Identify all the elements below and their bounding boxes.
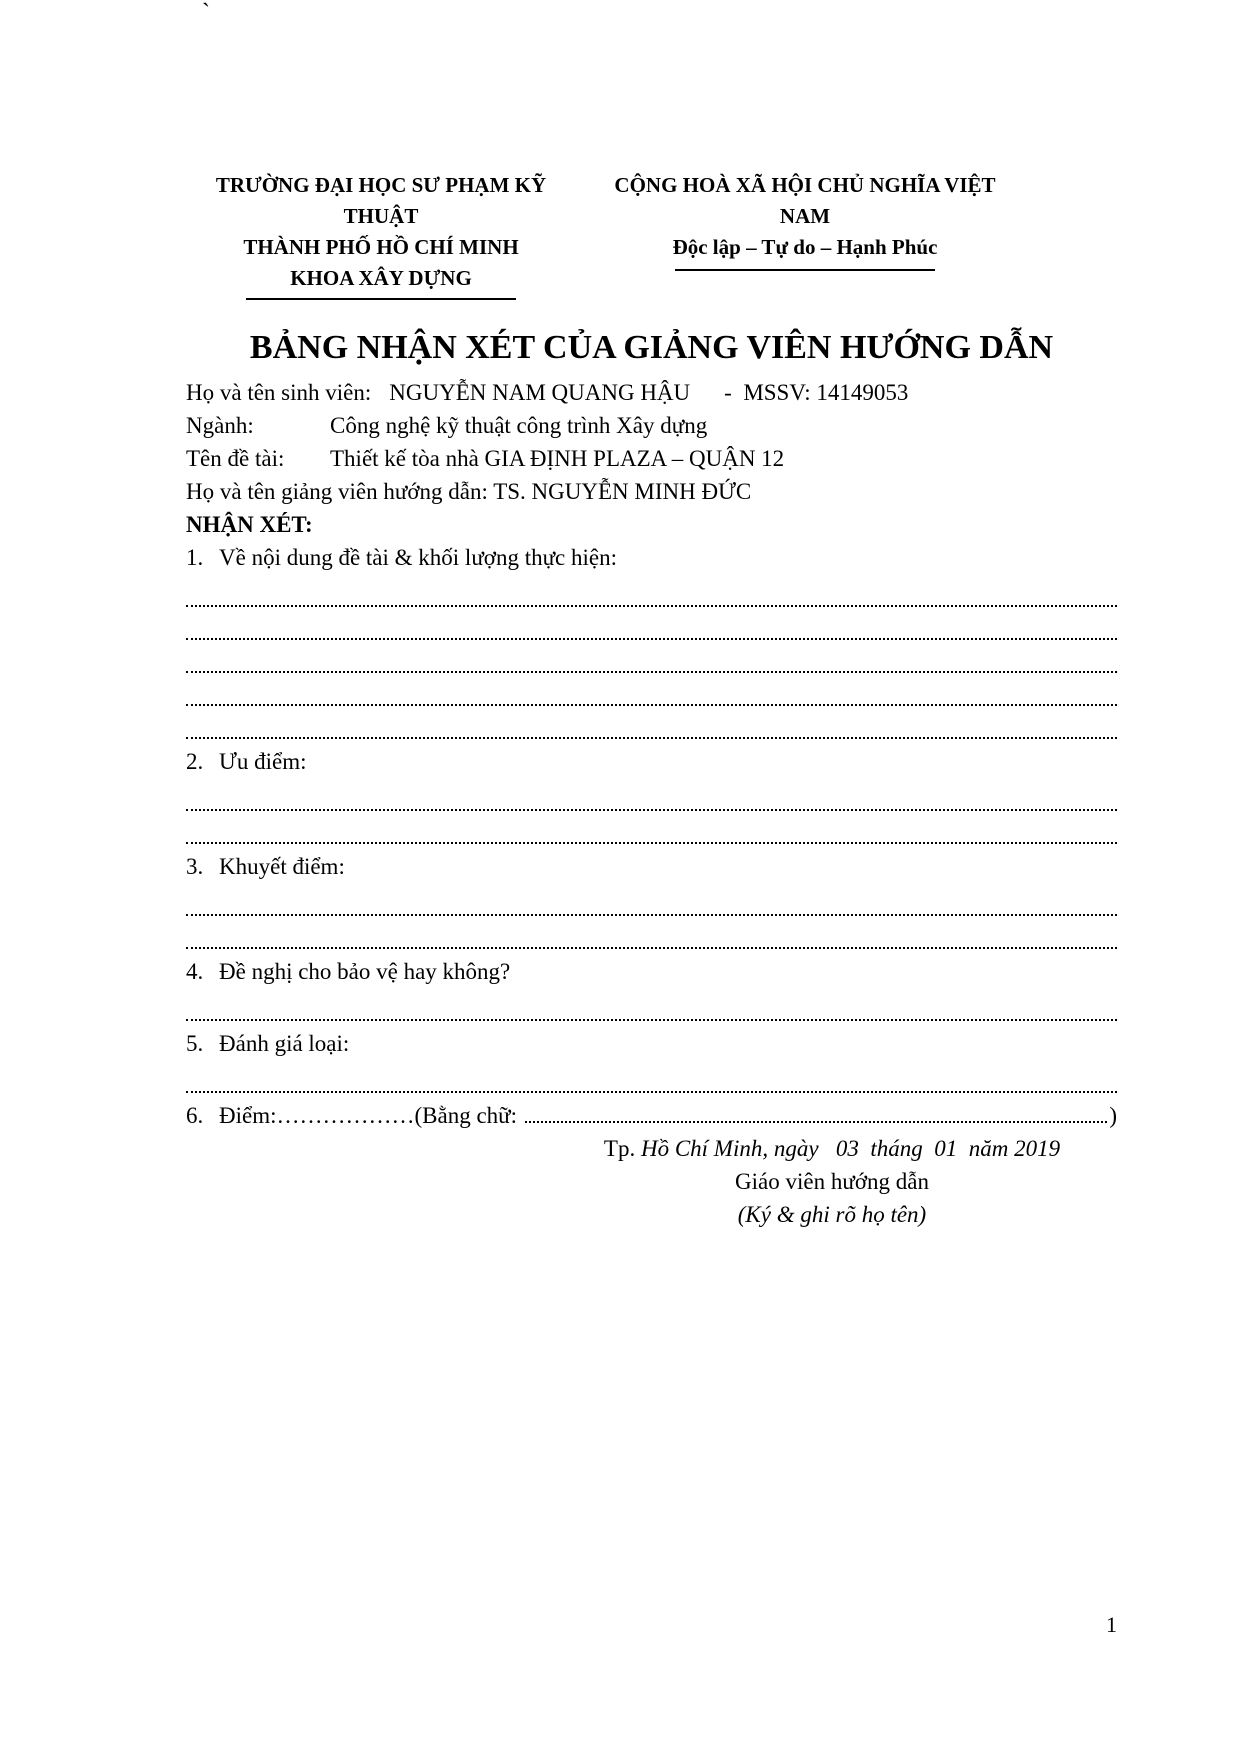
review-item-trailing: ) (1109, 1103, 1117, 1128)
dotted-fill-line (186, 706, 1117, 739)
review-item-number: 2. (186, 749, 204, 774)
inline-dotted-blank (525, 1121, 1108, 1123)
dotted-fill-line (186, 778, 1117, 811)
header-right-underline (675, 269, 935, 271)
topic-label: Tên đề tài: (186, 446, 285, 471)
review-item-label: Khuyết điểm: (219, 854, 345, 879)
supervisor-label: Họ và tên giảng viên hướng dẫn: (186, 479, 488, 504)
info-line-topic (186, 442, 1117, 475)
dotted-fill-line (186, 673, 1117, 706)
review-item-1 (186, 541, 1117, 574)
review-items-section (186, 541, 1117, 1132)
review-section-heading: NHẬN XÉT: (186, 512, 313, 537)
signature-role: Giáo viên hướng dẫn (735, 1169, 929, 1194)
page-title: BẢNG NHẬN XÉT CỦA GIẢNG VIÊN HƯỚNG DẪN (249, 329, 1054, 366)
dotted-fill-line (186, 640, 1117, 673)
republic-motto-line2: Độc lập – Tự do – Hạnh Phúc (672, 235, 938, 259)
major-value: Công nghệ kỹ thuật công trình Xây dựng (330, 413, 708, 438)
stray-backtick-mark: ` (202, 0, 210, 26)
dotted-fill-line (186, 1060, 1117, 1093)
student-name-value: NGUYỄN NAM QUANG HẬU (389, 380, 691, 405)
dotted-fill-line (186, 883, 1117, 916)
faculty-name: KHOA XÂY DỰNG (290, 266, 472, 290)
review-item-label: Đánh giá loại: (219, 1031, 350, 1056)
header-republic-block (605, 170, 1005, 300)
review-item-number: 5. (186, 1031, 204, 1056)
dotted-fill-line (186, 988, 1117, 1021)
review-item-4 (186, 955, 1117, 988)
student-id-value: - MSSV: 14149053 (724, 380, 909, 405)
republic-motto-line1: CỘNG HOÀ XÃ HỘI CHỦ NGHĨA VIỆT NAM (614, 173, 996, 228)
topic-value: Thiết kế tòa nhà GIA ĐỊNH PLAZA – QUẬN 12 (330, 446, 785, 471)
school-name-line1: TRƯỜNG ĐẠI HỌC SƯ PHẠM KỸ THUẬT (215, 173, 547, 228)
review-item-label: Về nội dung đề tài & khối lượng thực hiện: (219, 545, 618, 570)
review-item-2 (186, 745, 1117, 778)
review-item-6 (186, 1099, 1117, 1132)
dotted-fill-line (186, 811, 1117, 844)
info-line-major (186, 409, 1117, 442)
signature-note: (Ký & ghi rõ họ tên) (737, 1202, 927, 1227)
review-item-5 (186, 1027, 1117, 1060)
review-item-label: Điểm:………………(Bằng chữ: (219, 1103, 523, 1128)
school-name-line2: THÀNH PHỐ HỒ CHÍ MINH (243, 235, 519, 259)
header-left-underline (246, 298, 516, 300)
signature-place-prefix: Tp. (603, 1136, 641, 1161)
document-header (186, 0, 1117, 300)
page-number: 1 (1106, 1612, 1117, 1637)
dotted-fill-line (186, 916, 1117, 949)
review-item-number: 6. (186, 1103, 204, 1128)
signature-date-line (547, 1132, 1117, 1165)
review-item-label: Đề nghị cho bảo vệ hay không? (219, 959, 511, 984)
signature-date-text: Hồ Chí Minh, ngày 03 tháng 01 năm 2019 (640, 1136, 1061, 1161)
info-line-student (186, 376, 1117, 409)
dotted-fill-line (186, 607, 1117, 640)
review-item-number: 4. (186, 959, 204, 984)
document-content (186, 0, 1117, 1231)
review-item-3 (186, 850, 1117, 883)
review-item-label: Ưu điểm: (219, 749, 307, 774)
review-item-number: 3. (186, 854, 204, 879)
info-line-supervisor (186, 475, 1117, 508)
student-name-label: Họ và tên sinh viên: (186, 380, 372, 405)
supervisor-value: TS. NGUYỄN MINH ĐỨC (493, 479, 752, 504)
review-item-number: 1. (186, 545, 204, 570)
dotted-fill-line (186, 574, 1117, 607)
signature-block (547, 1132, 1117, 1231)
student-info-block (186, 376, 1117, 508)
major-label: Ngành: (186, 413, 254, 438)
header-school-block (186, 170, 576, 300)
